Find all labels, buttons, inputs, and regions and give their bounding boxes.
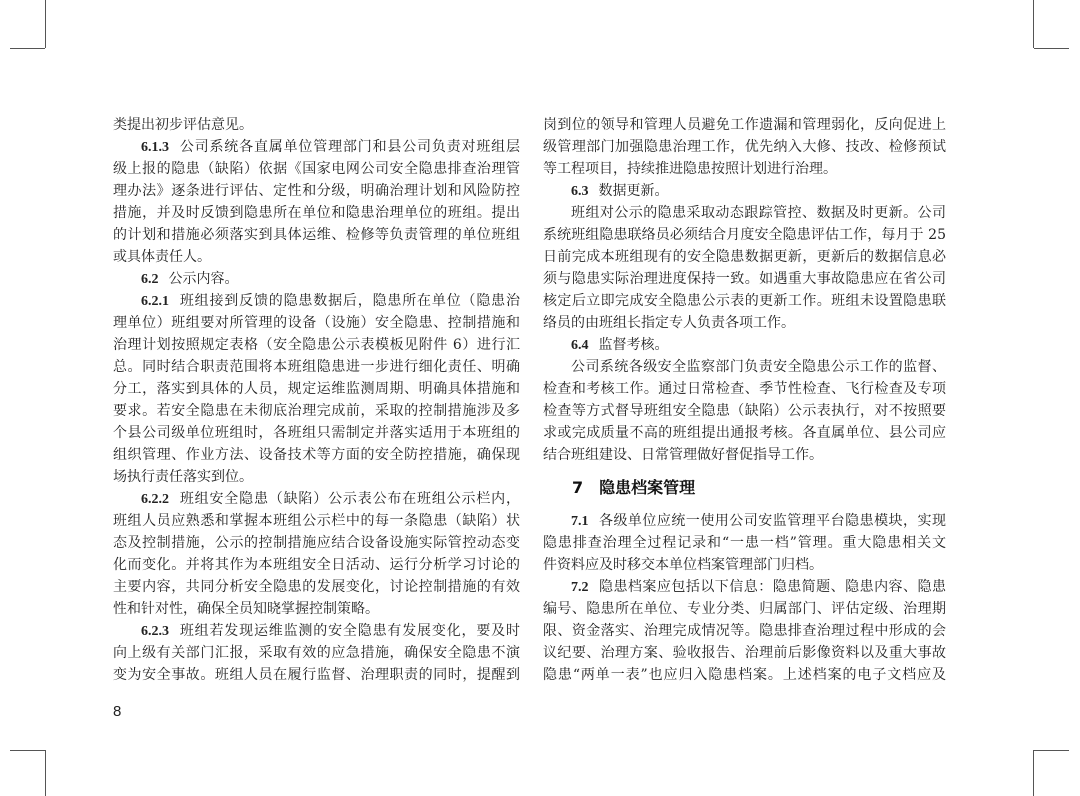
- text-line: 或具体责任人。: [113, 249, 211, 265]
- line-text: 班组安全隐患（缺陷）公示表公布在班组公示栏内，: [179, 491, 520, 507]
- text-line: 检查和考核工作。通过日常检查、季节性检查、飞行检查及专项: [543, 381, 946, 397]
- text-line: [113, 290, 520, 312]
- text-line: 类提出初步评估意见。: [113, 117, 253, 133]
- text-line: 个县公司级单位班组时，各班组只需制定并落实适用于本班组的: [113, 425, 520, 441]
- paragraph-6-2: [113, 268, 520, 290]
- text-line: 主要内容，共同分析安全隐患的发展变化，讨论控制措施的有效: [113, 579, 520, 595]
- text-line: 变为安全事故。班组人员在履行监督、治理职责的同时，提醒到: [113, 667, 520, 683]
- paragraph-6-2-1: [113, 290, 520, 488]
- crop-mark-top-right-v: [1033, 0, 1034, 48]
- text-line: 检查等方式督导班组安全隐患（缺陷）公示表执行，对不按照要: [543, 403, 946, 419]
- paragraph-supervision: [543, 356, 946, 466]
- crop-mark-top-left-v: [45, 0, 46, 48]
- section-number: 6.4: [571, 338, 589, 353]
- text-line: 公司系统各级安全监察部门负责安全隐患公示工作的监督、: [571, 359, 946, 375]
- paragraph-data-update: [543, 202, 946, 334]
- line-text: 隐患档案应包括以下信息：隐患简题、隐患内容、隐患: [598, 579, 946, 595]
- paragraph-6-2-2: [113, 488, 520, 620]
- line-text: 公司系统各直属单位管理部门和县公司负责对班组层: [179, 139, 520, 155]
- crop-mark-bottom-right-h: [1034, 750, 1069, 751]
- paragraph-6-3: [543, 180, 946, 202]
- text-line: 总。同时结合职责范围将本班组隐患进一步进行细化责任、明确: [113, 359, 520, 375]
- paragraph-6-2-3: [113, 620, 520, 686]
- text-line: 性和针对性，确保全员知晓掌握控制策略。: [113, 601, 379, 617]
- text-line: 日前完成本班组现有的安全隐患数据更新，更新后的数据信息必: [543, 249, 946, 265]
- line-text: 监督考核。: [598, 337, 669, 353]
- section-number: 6.3: [571, 184, 589, 199]
- crop-mark-bottom-left-v: [45, 750, 46, 796]
- paragraph-6-4: [543, 334, 946, 356]
- text-line: 级管理部门加强隐患治理工作，优先纳入大修、技改、检修预试: [543, 139, 946, 155]
- text-line: 向上级有关部门汇报，采取有效的应急措施，确保安全隐患不演: [113, 645, 520, 661]
- text-line: [543, 510, 946, 532]
- text-line: 理单位）班组要对所管理的设备（设施）安全隐患、控制措施和: [113, 315, 520, 331]
- text-line: 措施，并及时反馈到隐患所在单位和隐患治理单位的班组。提出: [113, 205, 520, 221]
- section-number: 6.2.3: [141, 624, 169, 639]
- text-line: [113, 488, 520, 510]
- paragraph-6-1-3: [113, 136, 520, 268]
- text-line: 编号、隐患所在单位、专业分类、归属部门、评估定级、治理期: [543, 601, 946, 617]
- right-column: [543, 114, 946, 686]
- text-line: 隐患排查治理全过程记录和“一患一档”管理。重大隐患相关文: [543, 535, 946, 551]
- text-line: 级上报的隐患（缺陷）依据《国家电网公司安全隐患排查治理管: [113, 161, 520, 177]
- text-line: 限、资金落实、治理完成情况等。隐患排查治理过程中形成的会: [543, 623, 946, 639]
- text-line: [113, 136, 520, 158]
- text-line: [543, 180, 946, 202]
- text-line: 须与隐患实际治理进度保持一致。如遇重大事故隐患应在省公司: [543, 271, 946, 287]
- crop-mark-top-right-h: [1034, 48, 1069, 49]
- text-line: 组织管理、作业方法、设备技术等方面的安全防控措施，确保现: [113, 447, 520, 463]
- text-line: 件资料应及时移交本单位档案管理部门归档。: [543, 557, 823, 573]
- text-line: 分工，落实到具体的人员，规定运维监测周期、明确具体措施和: [113, 381, 520, 397]
- text-line: 班组人员应熟悉和掌握本班组公示栏中的每一条隐患（缺陷）状: [113, 513, 520, 529]
- text-line: 班组对公示的隐患采取动态跟踪管控、数据及时更新。公司: [571, 205, 946, 221]
- text-line: 络员的由班组长指定专人负责各项工作。: [543, 315, 795, 331]
- paragraph-continued: [113, 114, 520, 136]
- crop-mark-bottom-left-h: [10, 750, 45, 751]
- section-number: 7.2: [571, 580, 589, 595]
- paragraph-7-1: [543, 510, 946, 576]
- text-line: [113, 268, 520, 290]
- text-line: [113, 620, 520, 642]
- text-line: 化而变化。并将其作为本班组安全日活动、运行分析学习讨论的: [113, 557, 520, 573]
- text-line: 理办法》逐条进行评估、定性和分级，明确治理计划和风险防控: [113, 183, 520, 199]
- paragraph-7-2: [543, 576, 946, 686]
- chapter-title: 隐患档案管理: [599, 478, 696, 497]
- page-number: 8: [113, 703, 122, 720]
- text-line: 核定后立即完成安全隐患公示表的更新工作。班组未设置隐患联: [543, 293, 946, 309]
- text-line: 求或完成质量不高的班组提出通报考核。各直属单位、县公司应: [543, 425, 946, 441]
- text-line: 的计划和措施必须落实到具体运维、检修等负责管理的单位班组: [113, 227, 520, 243]
- section-number: 6.1.3: [141, 140, 169, 155]
- text-line: [543, 334, 946, 356]
- section-number: 7.1: [571, 514, 589, 529]
- text-line: [543, 576, 946, 598]
- line-text: 数据更新。: [598, 183, 669, 199]
- crop-mark-top-left-h: [10, 48, 45, 49]
- text-line: 系统班组隐患联络员必须结合月度安全隐患评估工作，每月于 25: [543, 227, 946, 243]
- section-number: 6.2.2: [141, 492, 169, 507]
- text-line: 要求。若安全隐患在未彻底治理完成前，采取的控制措施涉及多: [113, 403, 520, 419]
- line-text: 班组接到反馈的隐患数据后，隐患所在单位（隐患治: [179, 293, 520, 309]
- line-text: 班组若发现运维监测的安全隐患有发展变化，要及时: [179, 623, 520, 639]
- text-line: 场执行责任落实到位。: [113, 469, 253, 485]
- text-line: 治理计划按照规定表格（安全隐患公示表模板见附件 6）进行汇: [113, 337, 520, 353]
- left-column: [113, 114, 520, 686]
- line-text: 公示内容。: [168, 271, 239, 287]
- paragraph-continued: [543, 114, 946, 180]
- text-line: 态及控制措施，公示的控制措施应结合设备设施实际管控动态变: [113, 535, 520, 551]
- chapter-heading: [543, 466, 946, 510]
- section-number: 6.2.1: [141, 294, 169, 309]
- text-line: 议纪要、治理方案、验收报告、治理前后影像资料以及重大事故: [543, 645, 946, 661]
- text-line: 结合班组建设、日常管理做好督促指导工作。: [543, 447, 823, 463]
- text-line: 隐患“两单一表”也应归入隐患档案。上述档案的电子文档应及: [543, 667, 946, 683]
- text-line: 等工程项目，持续推进隐患按照计划进行治理。: [543, 161, 837, 177]
- line-text: 各级单位应统一使用公司安监管理平台隐患模块，实现: [598, 513, 946, 529]
- crop-mark-bottom-right-v: [1033, 750, 1034, 796]
- text-line: 岗到位的领导和管理人员避免工作遗漏和管理弱化，反向促进上: [543, 117, 946, 133]
- section-number: 6.2: [141, 272, 159, 287]
- chapter-number: 7: [572, 478, 584, 497]
